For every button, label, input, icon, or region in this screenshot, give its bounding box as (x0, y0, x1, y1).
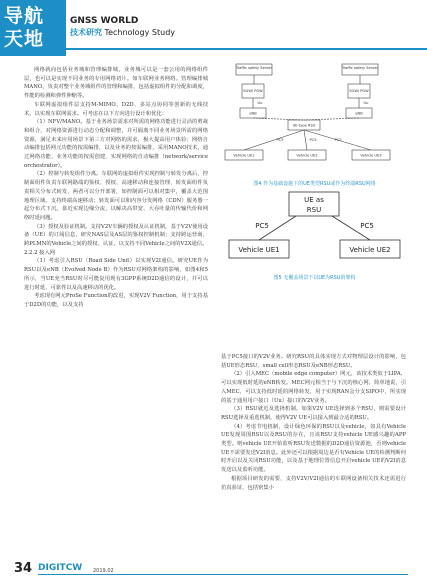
uu-label-2: Uu (363, 101, 369, 105)
enb-label-1: eNB (249, 111, 257, 116)
section-label-cn: 技术研究 (70, 28, 102, 37)
paragraph: （4）考虑节电机制，设计绿色环保的RSU以及vehicle，如具有Vehicle UE发现周围RSU以及RSU的存在，且该RSU支持vehicle UE感兴趣的APP类型。则vehicle UE开始监听RSU发送数据的D2D通信资源池，否则vehicle UE不需要发送V2I消息。此外还可以根据周边是否有Vehicle UE的检测判断何时开启以及关闭RSU功能，以及基于地理位置信息开启vehicle UE的V2I消息发送以及监听功能。 (221, 423, 406, 474)
paragraph: （2）引入MEC（mobile edge computer）网元，该技术类似于LIPA，可以实现低时延的eNB转发。MEC网元相当于与下沉的核心网，简单地说，引入MEC，可以支持低时延的网络转发，用于实现RAN会分支SIPO中，所实现的基于通用用户接口（Uu）接口的V2V业务。 (221, 371, 406, 404)
figure-4-caption: 图4 作为基础设施下的UE类型RSU或作为终端RSU网络 (253, 181, 376, 187)
paragraph: （1）NFV/MANO。基于业务场景需求对所需的网络功能进行灵活的剪裁和组合，对网络资源进行动态分配和调整，并可隔离不同业务场景所需的网络资源，满足未来应用场景下第三方对网络的需求，极大提高用户体验；网络自动编排包括网元功能的按需编排，以及业务的按需编排，采用MANO技术，通过网络功能、业务功能的按需创建，实现网络的自动编排（network/service orchestrator）。 (24, 119, 208, 169)
pc5-label-2: PC5 (309, 138, 317, 142)
footer-date: 2019.02 (93, 568, 114, 574)
paragraph: （2）控制与转发组件分离。车联网的虚拟组件实现控制与转发分离后，控制面组件负责车联网路端的鉴权、授权、高速移动和连接管理，转发面组件负责相关分布式转发，两者可以分开部署，如控制面可以相对集中，覆盖大范围地理区域，支持终端高速移动；转发面可以和内容分发网络（CDN）服务器一起分布式下沉，靠近实现边缘分流，以解决高带宽、大吞吐量的传输代价和网络时延问题。 (24, 171, 208, 221)
left-column-text (24, 66, 208, 310)
section-label-en: Technology Study (104, 28, 175, 37)
figure-5-diagram (222, 190, 407, 270)
paragraph: （1）考虑引入RSU（Road Side Unit）以实现V2I通信。研究UE作为RSU以及eNB（Evolved Node B）作为RSU对网络架构的影响，如图4和5所示，当UE充当RSU时尽可能复用现有3GPP系统D2D通信的设计，并可以进行时延、可靠性以及高速移动的优化。 (24, 258, 208, 291)
pc5-label-1: PC5 (276, 138, 284, 142)
page-header (0, 0, 427, 56)
header-titles (70, 16, 175, 39)
paragraph: （3）授权及验证机制。支持V2V车辆的授权及认证机制，基于V2V使用设备（UE）的订阅信息，研究NAS层及AS层的鉴权控制机制；支持跨运营商，跨PLMN的Vehicle之间的授权、认证，以支持不同Vehicle之间的V2X通信。 (24, 223, 208, 248)
ue-type-rsu-label: UE-type RSU (292, 123, 316, 128)
paragraph: 根据项目研发的需要，支持V2V/V2I通信的车联网设备相关技术还需进行仿真验证，包括密集小 (221, 475, 406, 491)
paragraph: 基于PC5接口的V2V业务。研究RSU的具体实现方式对物理层设计的影响，包括UE形态RSU，small cell形态RSU及eNB形态RSU。 (221, 354, 406, 369)
vehicle-ue1-box-label: Vehicle UE1 (238, 246, 280, 254)
traffic-server-label-1: Traffic safety Server (236, 66, 272, 70)
vehicle-ue3-label: Vehicle UE3 (360, 153, 382, 158)
paragraph: 考虑现有网元ProSe Function的改进，实现V2V Function，用于支持基于D2D的功能，以及支持 (24, 293, 208, 308)
page-number: 34 (14, 561, 33, 576)
right-column-text (221, 353, 406, 492)
logo-line1: 导航 (4, 5, 45, 27)
header-rule (66, 48, 427, 50)
pc5-left-label: PC5 (255, 222, 269, 230)
journal-logo (0, 0, 66, 56)
paragraph: 网络就向包括业务城和管理编排城，业务城可以是一套公用的网络组件层，也可以是实现不同业务的专用网络切片。如车联网业务网络。管理编排城MANO，负责对整个业务城组件的管理和编排，包括虚拟组件的分配和调度，性能的检测和弹性伸缩等。 (24, 67, 208, 100)
vehicle-ue2-label: Vehicle UE2 (296, 153, 318, 158)
vehicle-ue2-box-label: Vehicle UE2 (349, 246, 391, 254)
figure-5 (222, 190, 407, 281)
logo-line2: 天地 (4, 28, 45, 50)
subsection-heading: 2.2.2 接入网 (24, 249, 56, 256)
sgw-label-1: SGW/ PGW (243, 89, 263, 93)
paragraph: 车联网虚拟组件层支持M-MIMO、D2D、多站点协同等创新的无线技术，以实现车联网需求。可考虑在以下方向进行设计和优化： (24, 101, 208, 117)
footer-brand: DIGITCW (38, 563, 83, 573)
footer-rule (38, 574, 408, 575)
enb-label-2: eNB (355, 111, 363, 116)
sgw-label-2: SGW/ PGW (349, 89, 369, 93)
rsu-label: RSU (306, 206, 322, 214)
pc5-label-3: PC5 (334, 138, 342, 142)
vehicle-ue1-label: Vehicle UE1 (233, 153, 255, 158)
pc5-right-label: PC5 (360, 222, 374, 230)
journal-name-en: GNSS WORLD (70, 16, 139, 26)
figure-4-diagram (222, 58, 407, 176)
uu-label-1: Uu (257, 101, 263, 105)
figure-5-caption: 图5 无覆盖场景下以UE为RSU的架构 (273, 275, 356, 281)
figure-4 (222, 58, 407, 187)
paragraph: （3）RSU就近及选择机制。如果V2V UE选择到多个RSU，则需要设计RSU选择及重选机制，使得V2V UE可以接入到最合适的RSU。 (221, 406, 406, 421)
section-label (70, 27, 175, 39)
traffic-server-label-2: Traffic safety Server (342, 66, 378, 70)
ue-as-label: UE as (304, 196, 324, 204)
